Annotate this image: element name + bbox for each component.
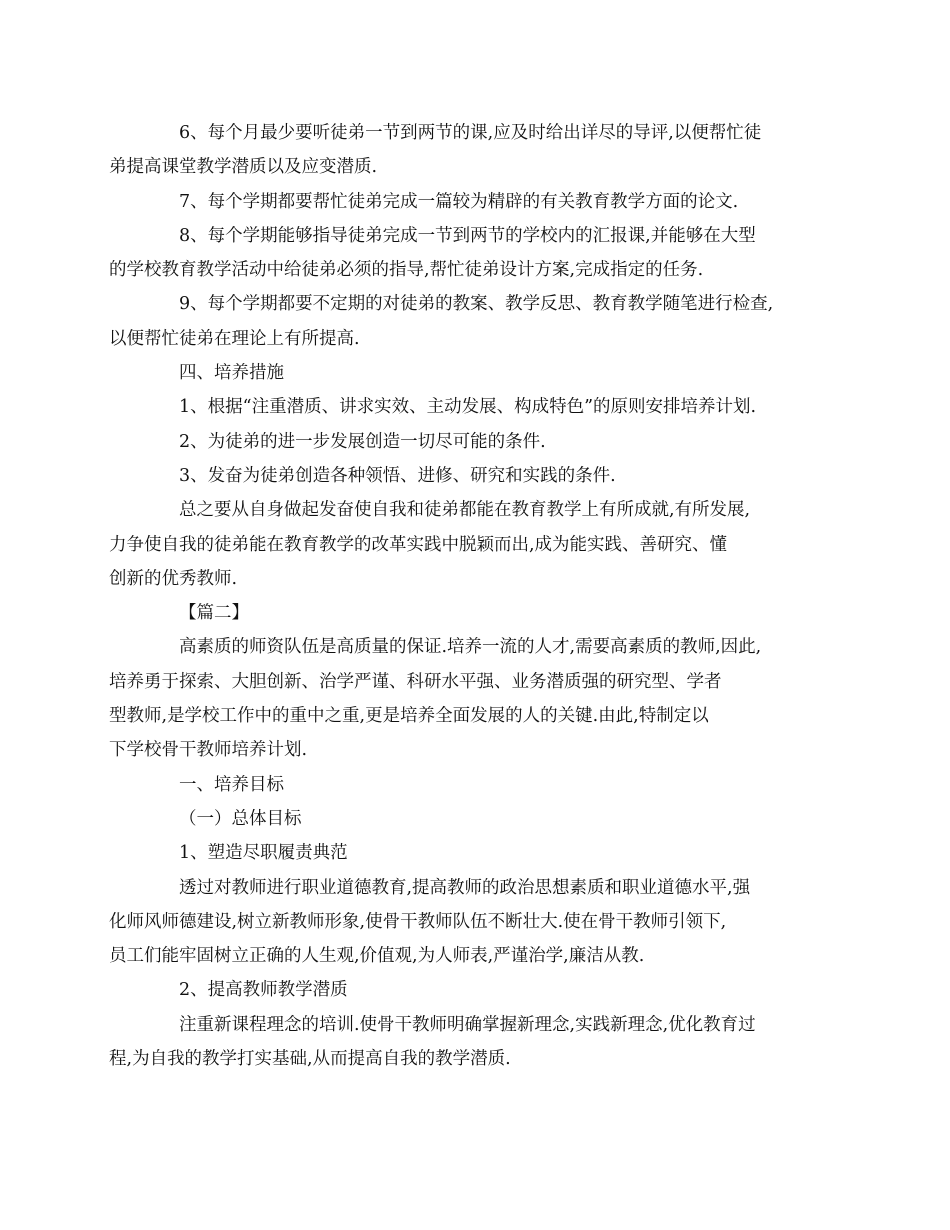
text-line: 培养勇于探索、大胆创新、治学严谨、科研水平强、业务潜质强的研究型、学者 [109,671,722,692]
paragraph [144,425,814,459]
text-line: 员工们能牢固树立正确的人生观,价值观,为人师表,严谨治学,廉洁从教. [109,946,645,967]
text-line: 透过对教师进行职业道德教育,提高教师的政治思想素质和职业道德水平,强 [179,877,751,898]
paragraph [109,1008,814,1077]
paragraph [144,185,814,219]
text-line: 总之要从自身做起发奋使自我和徒弟都能在教育教学上有所成就,有所发展, [179,500,751,521]
text-line: 高素质的师资队伍是高质量的保证.培养一流的人才,需要高素质的教师,因此, [179,637,762,658]
document-page [109,116,814,1076]
paragraph [109,219,814,288]
text-line: 2、提高教师教学潜质 [179,980,348,1001]
paragraph [109,871,814,974]
paragraph [109,287,814,356]
text-line: 以便帮忙徒弟在理论上有所提高. [109,328,360,349]
text-line: 创新的优秀教师. [109,568,238,589]
text-line: 一、培养目标 [179,774,284,795]
text-line: 6、每个月最少要听徒弟一节到两节的课,应及时给出详尽的导评,以便帮忙徒 [179,123,762,143]
text-line: 【篇二】 [179,603,249,624]
text-line: 1、根据“注重潜质、讲求实效、主动发展、构成特色”的原则安排培养计划. [179,397,757,418]
paragraph [144,836,814,870]
text-line: 化师风师德建设,树立新教师形象,使骨干教师队伍不断壮大.使在骨干教师引领下, [109,911,727,932]
text-line: 下学校骨干教师培养计划. [109,740,308,761]
paragraph [144,596,814,630]
paragraph [109,116,814,185]
text-line: 2、为徒弟的进一步发展创造一切尽可能的条件. [179,431,546,452]
paragraph [109,493,814,596]
text-line: 1、塑造尽职履责典范 [179,843,348,864]
paragraph [144,390,814,424]
text-line: 8、每个学期能够指导徒弟完成一节到两节的学校内的汇报课,并能够在大型 [179,225,756,246]
text-line: （一）总体目标 [179,808,302,829]
text-line: 9、每个学期都要不定期的对徒弟的教案、教学反思、教育教学随笔进行检查, [179,294,774,315]
paragraph [144,973,814,1007]
text-line: 力争使自我的徒弟能在教育教学的改革实践中脱颖而出,成为能实践、善研究、懂 [109,534,728,555]
text-line: 四、培养措施 [179,363,284,384]
text-line: 3、发奋为徒弟创造各种领悟、进修、研究和实践的条件. [179,465,616,486]
text-line: 注重新课程理念的培训.使骨干教师明确掌握新理念,实践新理念,优化教育过 [179,1014,756,1035]
paragraph [109,630,814,767]
text-line: 弟提高课堂教学潜质以及应变潜质. [109,157,378,178]
text-line: 型教师,是学校工作中的重中之重,更是培养全面发展的人的关键.由此,特制定以 [109,706,709,727]
paragraph [144,768,814,802]
paragraph [144,459,814,493]
paragraph [144,356,814,390]
text-line: 程,为自我的教学打实基础,从而提高自我的教学潜质. [109,1049,511,1070]
text-line: 7、每个学期都要帮忙徒弟完成一篇较为精辟的有关教育教学方面的论文. [179,191,739,212]
text-line: 的学校教育教学活动中给徒弟必须的指导,帮忙徒弟设计方案,完成指定的任务. [109,260,704,281]
paragraph [144,802,814,836]
